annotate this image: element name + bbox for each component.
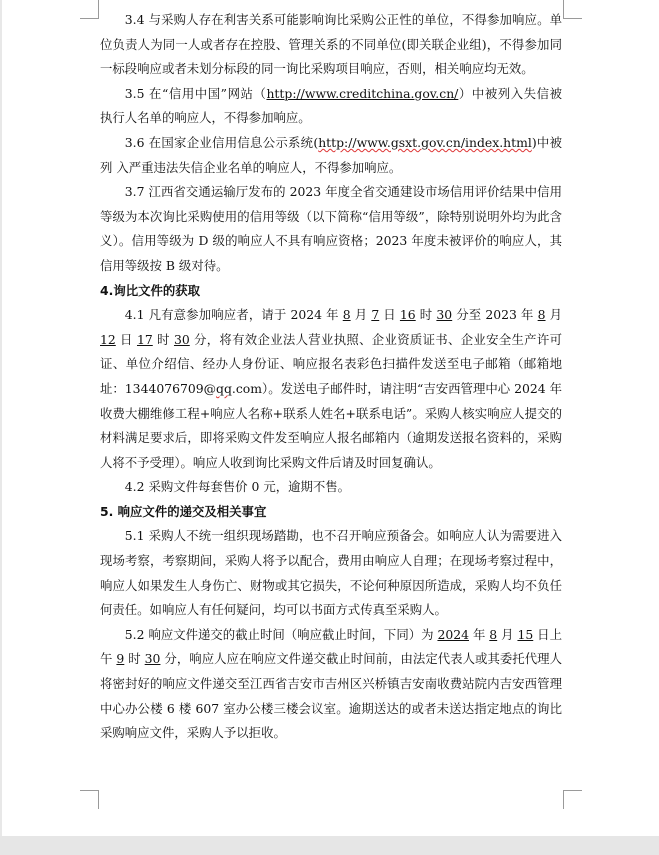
paragraph-4-1 xyxy=(100,303,562,475)
margin-corner-bottom-right xyxy=(563,790,582,809)
email-domain: qq xyxy=(216,380,232,396)
paragraph-text: .com）。发送电子邮件时，请注明“吉安西管理中心 2024 年收费大棚维修工程+响应人名称+联系人姓名+联系电话”。采购人核实响应人提交的材料满足要求后，即将采购文件发至响应人报名邮箱内（逾期发送报名资料的，采购人将不予受理）。响应人收到询比采购文件后请及时回复确认。 xyxy=(100,380,562,470)
gsxt-link[interactable]: http://www.gsxt.gov.cn/index.html xyxy=(318,134,532,150)
margin-corner-top-right xyxy=(563,0,582,19)
paragraph-text: 日 xyxy=(379,307,400,323)
date-value: 7 xyxy=(371,307,380,323)
paragraph-3-6 xyxy=(100,131,562,180)
paragraph-3-4: 3.4 与采购人存在利害关系可能影响询比采购公正性的单位，不得参加响应。单位负责人为同一人或者存在控股、管理关系的不同单位(即关联企业组)，不得参加同一标段响应或者未划分标段的同一询比采购项目响应，否则，相关响应均无效。 xyxy=(100,12,562,77)
paragraph-3-7: 3.7 江西省交通运输厅发布的 2023 年度全省交通建设市场信用评价结果中信用等级为本次询比采购使用的信用等级（以下简称“信用等级”，除特别说明外均为此含义）。信用等级为 D 级的响应人不具有响应资格；2023 年度未被评价的响应人，其信用等级按 B 级对待。 xyxy=(100,184,562,273)
date-value: 2024 xyxy=(437,626,469,642)
date-value: 30 xyxy=(173,331,190,347)
paragraph-text: 4.1 凡有意参加响应者，请于 2024 年 xyxy=(124,307,343,323)
paragraph-text: 3.5 在“信用中国”网站（ xyxy=(124,85,267,101)
paragraph-text: 年 xyxy=(469,626,490,642)
paragraph-text: 日上午 xyxy=(100,626,562,667)
date-value: 30 xyxy=(144,651,161,667)
paragraph-text: )中被列 入严重违法失信企业名单的响应人，不得参加响应。 xyxy=(100,134,562,175)
page-gap xyxy=(0,836,659,855)
date-value: 8 xyxy=(489,626,498,642)
date-value: 12 xyxy=(100,331,116,347)
date-value: 15 xyxy=(517,626,534,642)
paragraph-4-2: 4.2 采购文件每套售价 0 元，逾期不售。 xyxy=(124,479,351,495)
paragraph-text: 月 xyxy=(497,626,518,642)
paragraph-text: 月 xyxy=(545,307,563,323)
creditchina-link[interactable]: http://www.creditchina.gov.cn/ xyxy=(266,85,459,101)
date-value: 8 xyxy=(342,307,351,323)
paragraph-text: 3.6 在国家企业信用信息公示系统( xyxy=(124,134,319,150)
page-edge xyxy=(0,0,2,855)
paragraph-text: 分，响应人应在响应文件递交截止时间前，由法定代表人或其委托代理人将密封好的响应文件递交至江西省吉安市吉州区兴桥镇吉安南收费站院内吉安西管理中心办公楼 6 楼 607 室办公楼三楼会议室。逾期送达的或者未送达指定地点的询比采购响应文件，采购人予以拒收。 xyxy=(100,651,562,741)
paragraph-text: 分至 2023 年 xyxy=(452,307,538,323)
paragraph-text: 月 xyxy=(350,307,372,323)
margin-corner-bottom-left xyxy=(80,790,99,809)
paragraph-text: 5.2 响应文件递交的截止时间（响应截止时间，下同）为 xyxy=(124,626,438,642)
date-value: 16 xyxy=(399,307,416,323)
date-value: 30 xyxy=(436,307,453,323)
margin-corner-top-left xyxy=(80,0,99,19)
date-value: 17 xyxy=(136,331,153,347)
section-heading-4: 4.询比文件的获取 xyxy=(100,282,201,298)
date-value: 9 xyxy=(116,651,125,667)
paragraph-5-1: 5.1 采购人不统一组织现场踏勘，也不召开响应预备会。如响应人认为需要进入现场考察，考察期间，采购人将予以配合，费用由响应人自理；在现场考察过程中，响应人如果发生人身伤亡、财物或其它损失，不论何种原因所造成，采购人均不负任何责任。如响应人有任何疑问，均可以书面方式传真至采购人。 xyxy=(100,528,562,618)
paragraph-text: 时 xyxy=(124,651,145,667)
paragraph-text: 时 xyxy=(415,307,437,323)
paragraph-text: 时 xyxy=(152,331,174,347)
paragraph-text: ）中被列入失信被执行人名单的响应人，不得参加响应。 xyxy=(100,85,562,126)
paragraph-5-2 xyxy=(100,623,562,746)
section-heading-5: 5. 响应文件的递交及相关事宜 xyxy=(100,503,267,519)
paragraph-text: 日 xyxy=(115,331,137,347)
date-value: 8 xyxy=(537,307,546,323)
document-body xyxy=(100,8,562,746)
paragraph-text: 分，将有效企业法人营业执照、企业资质证书、企业安全生产许可证、单位介绍信、经办人身份证、响应报名表彩色扫描件发送至电子邮箱（邮箱地址：1344076709@ xyxy=(100,331,562,396)
paragraph-3-5 xyxy=(100,82,562,131)
